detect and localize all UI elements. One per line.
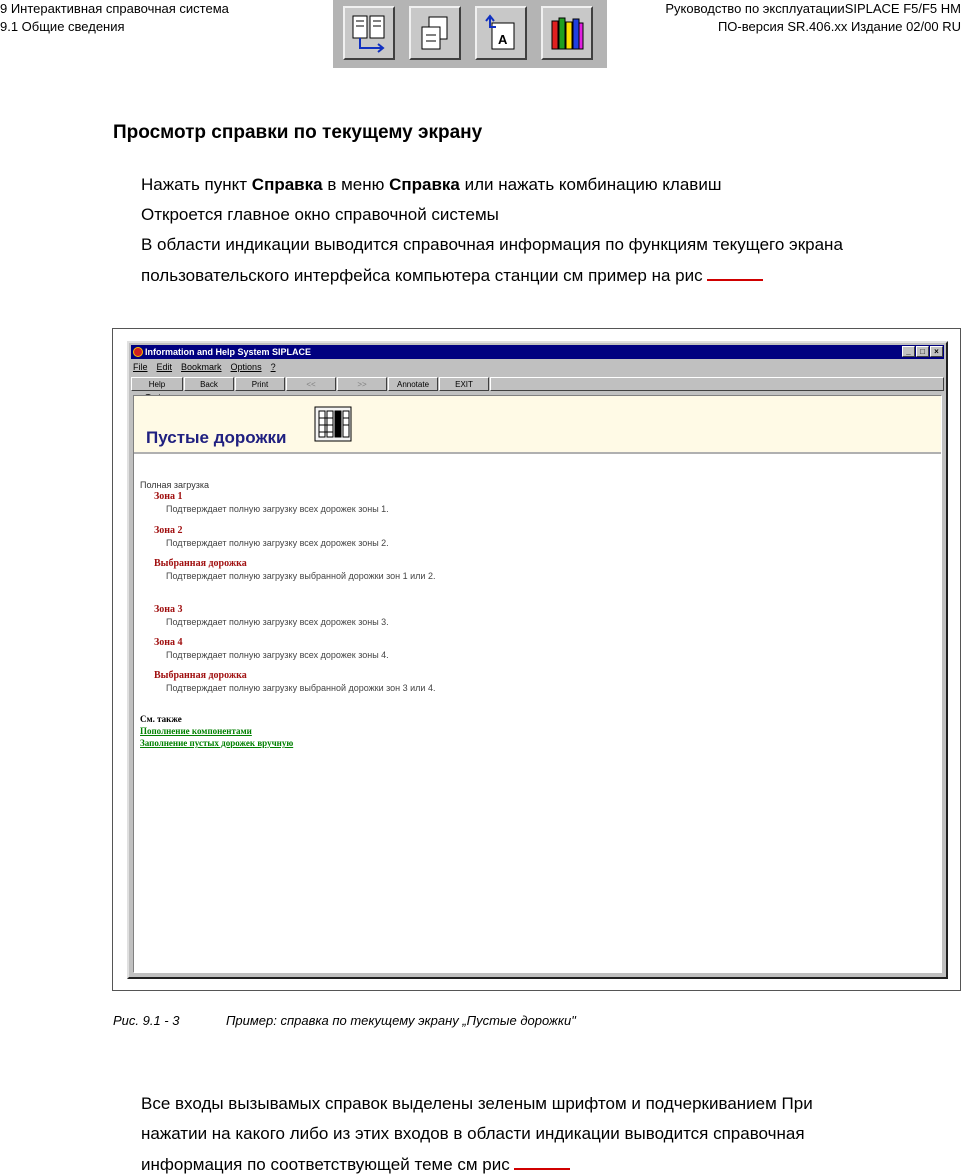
next-button[interactable]: >> [337,377,387,391]
help-intro: Полная загрузка [140,480,209,490]
instruction-line-4: пользовательского интерфейса компьютера станции см пример на рис [141,265,763,286]
track-magazine-icon [314,406,352,442]
help-item-text: Подтверждает полную загрузку всех дорожек зоны 4. [166,650,389,660]
app-icon [133,347,143,357]
back-button[interactable]: Back [184,377,234,391]
help-window [127,341,948,979]
closing-line-2: нажатии на какого либо из этих входов в области индикации выводится справочная [141,1124,805,1143]
instruction-line-3: В области индикации выводится справочная информация по функциям текущего экрана [141,235,843,254]
icon-toolbar [333,0,607,68]
svg-text:A: A [498,32,508,47]
figure-reference-blank [707,265,763,281]
subchapter-title: 9.1 Общие сведения [0,19,125,34]
chapter-title: 9 Интерактивная справочная система [0,1,229,16]
help-item-text: Подтверждает полную загрузку выбранной дорожки зон 1 или 2. [166,571,436,581]
closing-line-3: информация по соответствующей теме см рис [141,1154,570,1175]
help-item-text: Подтверждает полную загрузку выбранной дорожки зон 3 или 4. [166,683,436,693]
menu-file[interactable]: File [133,362,148,372]
help-item-text: Подтверждает полную загрузку всех дорожек зоны 1. [166,504,389,514]
header-right [665,0,961,36]
help-books-icon[interactable] [541,6,593,60]
help-item-heading: Зона 2 [154,525,183,536]
help-item-text: Подтверждает полную загрузку всех дорожек зоны 3. [166,617,389,627]
menu-options[interactable]: Options [230,362,262,372]
menu-bar [133,361,276,374]
figure-frame [112,328,961,991]
previous-button[interactable]: << [286,377,336,391]
help-page-title: Пустые дорожки [146,428,287,447]
help-link-replenish[interactable]: Пополнение компонентами [140,726,252,736]
section-title: Просмотр справки по текущему экрану [113,122,483,143]
help-content-area [133,395,942,973]
menu-help[interactable]: ? [270,362,276,372]
help-item-heading: Зона 3 [154,604,183,615]
help-item-heading: Выбранная дорожка [154,670,247,681]
instruction-line-1: Нажать пункт Справка в меню Справка или нажать комбинацию клавиш [141,175,722,194]
maximize-icon[interactable]: □ [916,346,929,357]
instruction-line-2: Откроется главное окно справочной системы [141,205,499,224]
page-layout-icon[interactable] [409,6,461,60]
help-topics-button[interactable]: Help [131,377,183,391]
closing-line-1: Все входы вызывамых справок выделены зеленым шрифтом и подчеркиванием При [141,1094,813,1113]
print-button[interactable]: Print [235,377,285,391]
figure-number: Рис. 9.1 - 3 [113,1013,180,1028]
help-item-heading: Зона 4 [154,637,183,648]
figure-caption [113,1013,576,1028]
annotate-button[interactable]: Annotate [388,377,438,391]
figure-caption-text: Пример: справка по текущему экрану „Пустые дорожки" [226,1013,576,1028]
help-index-icon[interactable] [343,6,395,60]
menu-edit[interactable]: Edit [156,362,173,372]
manual-title: Руководство по эксплуатацииSIPLACE F5/F5 HM [665,1,961,16]
close-icon[interactable]: × [930,346,943,357]
help-topic-banner [134,396,941,454]
version-edition: ПО-версия SR.406.xx Издание 02/00 RU [717,19,961,34]
minimize-icon[interactable]: _ [902,346,915,357]
help-item-heading: Выбранная дорожка [154,558,247,569]
exit-button[interactable]: EXIT [439,377,489,391]
see-also-heading: См. также [140,714,182,724]
menu-bookmark[interactable]: Bookmark [181,362,222,372]
window-title: Information and Help System SIPLACE [145,347,312,357]
window-titlebar[interactable] [131,345,944,359]
figure-reference-blank [514,1154,570,1170]
toolbar-spacer [490,377,944,391]
help-link-fill-empty-tracks[interactable]: Заполнение пустых дорожек вручную [140,738,294,748]
help-item-heading: Зона 1 [154,491,183,502]
help-toolbar [131,377,944,393]
help-search-icon[interactable] [475,6,527,60]
help-item-text: Подтверждает полную загрузку всех дорожек зоны 2. [166,538,389,548]
header-left [0,0,229,36]
